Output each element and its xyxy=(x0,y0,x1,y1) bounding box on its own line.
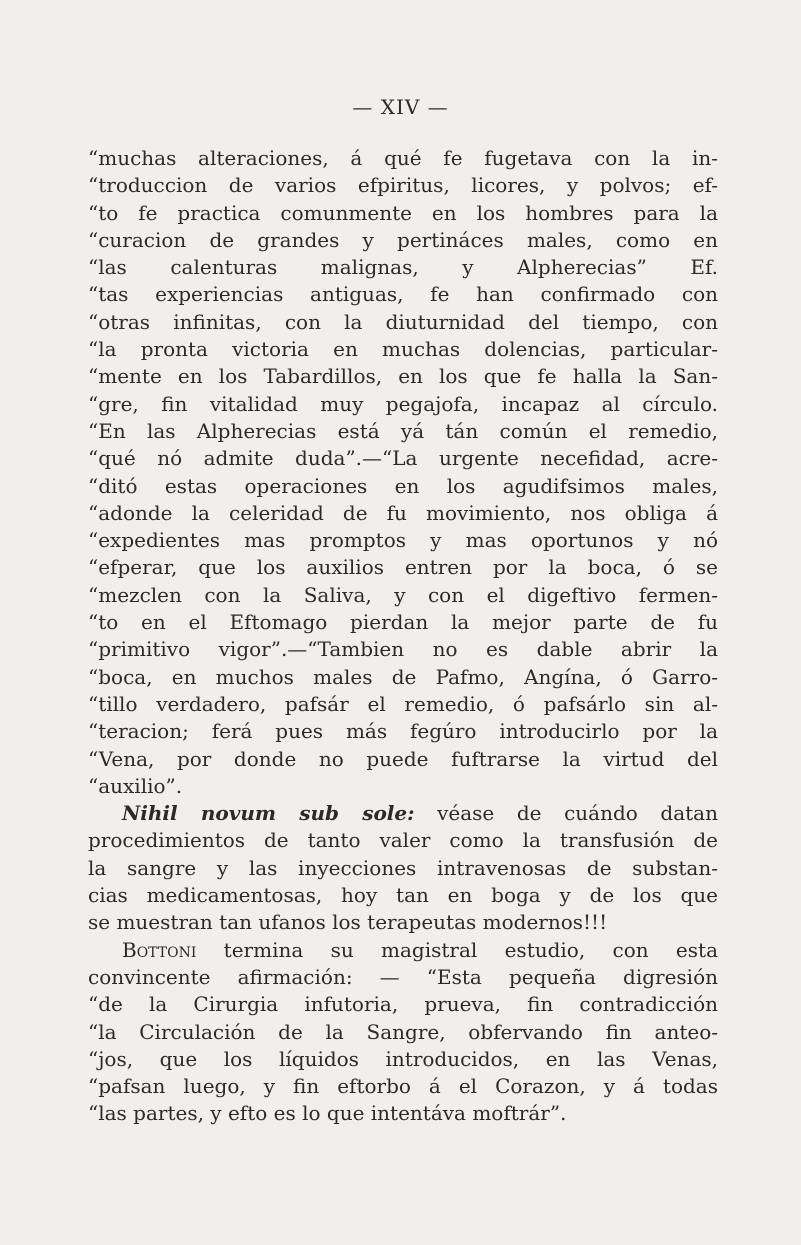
text-line: “las partes, y efto es lo que intentáva moftrár”. xyxy=(88,1101,567,1126)
text-line: “mente en los Tabardillos, en los que fe halla la San- xyxy=(88,364,718,389)
text-fragment: véase de cuándo datan xyxy=(414,801,718,826)
text-line: cias medicamentosas, hoy tan en boga y de los que xyxy=(88,883,718,908)
text-line: “las calenturas malignas, y Alpherecias” Ef. xyxy=(88,255,718,280)
text-line: “de la Cirurgia infutoria, prueva, fin contradicción xyxy=(88,992,718,1017)
text-fragment: termina su magistral estudio, con esta xyxy=(196,937,718,962)
text-line: “tillo verdadero, pafsár el remedio, ó pafsárlo sin al- xyxy=(88,691,718,716)
text-line: “auxilio”. xyxy=(88,773,183,798)
text-line: procedimientos de tanto valer como la transfusión de xyxy=(88,828,718,853)
text-line: “la Circulación de la Sangre, obfervando fin anteo- xyxy=(88,1019,718,1044)
text-line xyxy=(88,800,718,827)
author-name: Bottoni xyxy=(122,937,197,962)
text-line: “troduccion de varios efpiritus, licores, y polvos; ef- xyxy=(88,173,718,198)
text-line: “qué nó admite duda”.—“La urgente necefidad, acre- xyxy=(88,446,718,471)
body-text xyxy=(88,145,718,1128)
text-line: “Vena, por donde no puede fuftrarse la virtud del xyxy=(88,746,718,771)
text-line: “mezclen con la Saliva, y con el digeftivo fermen- xyxy=(88,582,718,607)
text-line: la sangre y las inyecciones intravenosas de substan- xyxy=(88,855,718,880)
text-line: “otras infinitas, con la diuturnidad del tiempo, con xyxy=(88,309,718,334)
latin-phrase: Nihil novum sub sole: xyxy=(122,801,415,826)
text-line: “teracion; ferá pues más fegúro introducirlo por la xyxy=(88,719,718,744)
text-line: “efperar, que los auxilios entren por la boca, ó se xyxy=(88,555,718,580)
paragraph-nihil-novum xyxy=(88,800,718,936)
text-line: “curacion de grandes y pertináces males, como en xyxy=(88,227,718,252)
text-line: “muchas alteraciones, á qué fe fugetava con la in- xyxy=(88,146,718,170)
quote-paragraph xyxy=(88,145,718,800)
text-line: “adonde la celeridad de fu movimiento, nos obliga á xyxy=(88,500,718,525)
text-line: “tas experiencias antiguas, fe han confirmado con xyxy=(88,282,718,307)
text-line: “primitivo vigor”.—“Tambien no es dable abrir la xyxy=(88,637,718,662)
text-line: “boca, en muchos males de Pafmo, Angína, ó Garro- xyxy=(88,664,718,689)
page-number: — XIV — xyxy=(352,95,449,119)
text-line: “En las Alpherecias está yá tán común el remedio, xyxy=(88,418,718,443)
text-line: “to fe practica comunmente en los hombres para la xyxy=(88,200,718,225)
text-line xyxy=(88,937,718,964)
text-line: “to en el Eftomago pierdan la mejor parte de fu xyxy=(88,610,718,635)
text-line: “jos, que los líquidos introducidos, en las Venas, xyxy=(88,1046,718,1071)
text-line: “ditó estas operaciones en los agudifsimos males, xyxy=(88,473,718,498)
text-line: “la pronta victoria en muchas dolencias, particular- xyxy=(88,337,718,362)
paragraph-bottoni xyxy=(88,937,718,1128)
text-line: “expedientes mas promptos y mas oportunos y nó xyxy=(88,528,718,553)
text-line: “pafsan luego, y fin eftorbo á el Corazon, y á todas xyxy=(88,1074,718,1099)
text-line: “gre, fin vitalidad muy pegajofa, incapaz al círculo. xyxy=(88,391,718,416)
text-line: se muestran tan ufanos los terapeutas modernos!!! xyxy=(88,910,608,935)
text-line: convincente afirmación: — “Esta pequeña digresión xyxy=(88,964,718,989)
